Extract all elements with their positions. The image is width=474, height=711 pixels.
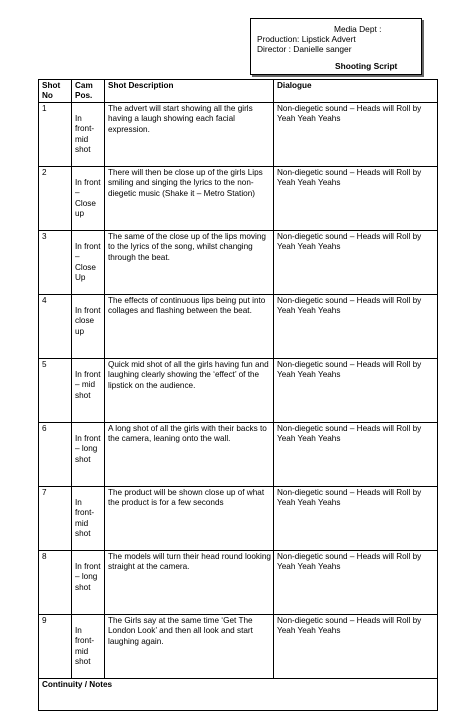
production-label: Production: Lipstick Advert [257,34,356,44]
table-row [39,230,438,294]
shooting-script-table [38,79,438,711]
column-header-dialogue: Dialogue [274,80,438,103]
shot-number-text: 2 [42,167,47,177]
cam-position-text: In front – long shot [75,433,101,464]
cam-position-cell [72,550,105,614]
notes-row [39,678,438,710]
shot-number-text: 8 [42,551,47,561]
table-row [39,614,438,678]
shot-number-cell [39,550,72,614]
shot-number-text: 3 [42,231,47,241]
shot-description-cell [105,294,274,358]
shot-description-text: The product will be shown close up of what the product is for a few seconds [108,487,265,508]
cam-position-cell [72,486,105,550]
cam-position-cell [72,614,105,678]
header-box [250,18,422,75]
dialogue-text: Non-diegetic sound – Heads will Roll by Yeah Yeah Yeahs [277,615,422,636]
cam-position-text: In front close up [75,305,101,336]
table-row [39,294,438,358]
dialogue-text: Non-diegetic sound – Heads will Roll by Yeah Yeah Yeahs [277,167,422,188]
dialogue-text: Non-diegetic sound – Heads will Roll by Yeah Yeah Yeahs [277,295,422,316]
shot-number-text: 7 [42,487,47,497]
table-row [39,358,438,422]
cam-position-cell [72,166,105,230]
dialogue-cell [274,486,438,550]
dialogue-cell [274,102,438,166]
shot-description-text: The models will turn their head round looking straight at the camera. [108,551,271,572]
cam-position-text: In front- mid shot [75,113,95,155]
dialogue-cell [274,422,438,486]
table-row [39,102,438,166]
shot-number-cell [39,294,72,358]
shot-description-cell [105,422,274,486]
column-header-shot-no: Shot No [39,80,72,103]
column-header-shot-description: Shot Description [105,80,274,103]
dialogue-text: Non-diegetic sound – Heads will Roll by Yeah Yeah Yeahs [277,423,422,444]
shot-description-text: The advert will start showing all the girls having a laugh showing each facial expression. [108,103,253,134]
shot-description-text: Quick mid shot of all the girls having fun and laughing clearly showing the ‘effect’ of the lipstick on the audience. [108,359,269,390]
dialogue-text: Non-diegetic sound – Heads will Roll by Yeah Yeah Yeahs [277,487,422,508]
dialogue-cell [274,166,438,230]
shot-description-text: The same of the close up of the lips moving to the lyrics of the song, whilst changing through the beat. [108,231,266,262]
shot-description-cell [105,358,274,422]
shot-description-text: The effects of continuous lips being put into collages and flashing between the beat. [108,295,266,316]
shot-description-cell [105,102,274,166]
table-row [39,422,438,486]
shot-number-cell [39,358,72,422]
document-title: Shooting Script [335,61,398,71]
shot-number-cell [39,166,72,230]
table-row [39,486,438,550]
shot-number-cell [39,486,72,550]
shot-number-cell [39,422,72,486]
dialogue-text: Non-diegetic sound – Heads will Roll by Yeah Yeah Yeahs [277,103,422,124]
shot-number-cell [39,614,72,678]
cam-position-cell [72,102,105,166]
shot-number-cell [39,230,72,294]
cam-position-cell [72,422,105,486]
cam-position-text: In front – Close Up [75,241,101,283]
header-row [39,80,438,103]
shot-description-text: A long shot of all the girls with their backs to the camera, leaning onto the wall. [108,423,267,444]
shot-description-cell [105,550,274,614]
dialogue-cell [274,358,438,422]
cam-position-text: In front- mid shot [75,497,95,539]
department-label: Media Dept : [334,24,382,34]
column-header-cam-pos: Cam Pos. [72,80,105,103]
shot-number-text: 6 [42,423,47,433]
dialogue-cell [274,230,438,294]
dialogue-cell [274,294,438,358]
shot-description-text: There will then be close up of the girls Lips smiling and singing the lyrics to the non-diegetic music (Shake it – Metro Station) [108,167,263,198]
shot-description-cell [105,486,274,550]
cam-position-text: In front – Close up [75,177,101,219]
shot-description-cell [105,230,274,294]
shot-number-text: 4 [42,295,47,305]
shot-number-text: 1 [42,103,47,113]
cam-position-text: In front – mid shot [75,369,101,400]
dialogue-text: Non-diegetic sound – Heads will Roll by Yeah Yeah Yeahs [277,359,422,380]
cam-position-cell [72,294,105,358]
dialogue-cell [274,550,438,614]
shot-description-cell [105,614,274,678]
cam-position-cell [72,358,105,422]
shot-number-cell [39,102,72,166]
notes-cell [39,678,438,710]
dialogue-cell [274,614,438,678]
shot-number-text: 9 [42,615,47,625]
notes-label: Continuity / Notes [42,679,113,689]
table-row [39,166,438,230]
dialogue-text: Non-diegetic sound – Heads will Roll by Yeah Yeah Yeahs [277,231,422,252]
shot-number-text: 5 [42,359,47,369]
table-row [39,550,438,614]
cam-position-text: In front – long shot [75,561,101,592]
dialogue-text: Non-diegetic sound – Heads will Roll by Yeah Yeah Yeahs [277,551,422,572]
shot-description-cell [105,166,274,230]
shot-description-text: The Girls say at the same time ‘Get The London Look’ and then all look and start laughing again. [108,615,253,646]
director-label: Director : Danielle sanger [257,44,352,54]
cam-position-text: In front- mid shot [75,625,95,667]
cam-position-cell [72,230,105,294]
